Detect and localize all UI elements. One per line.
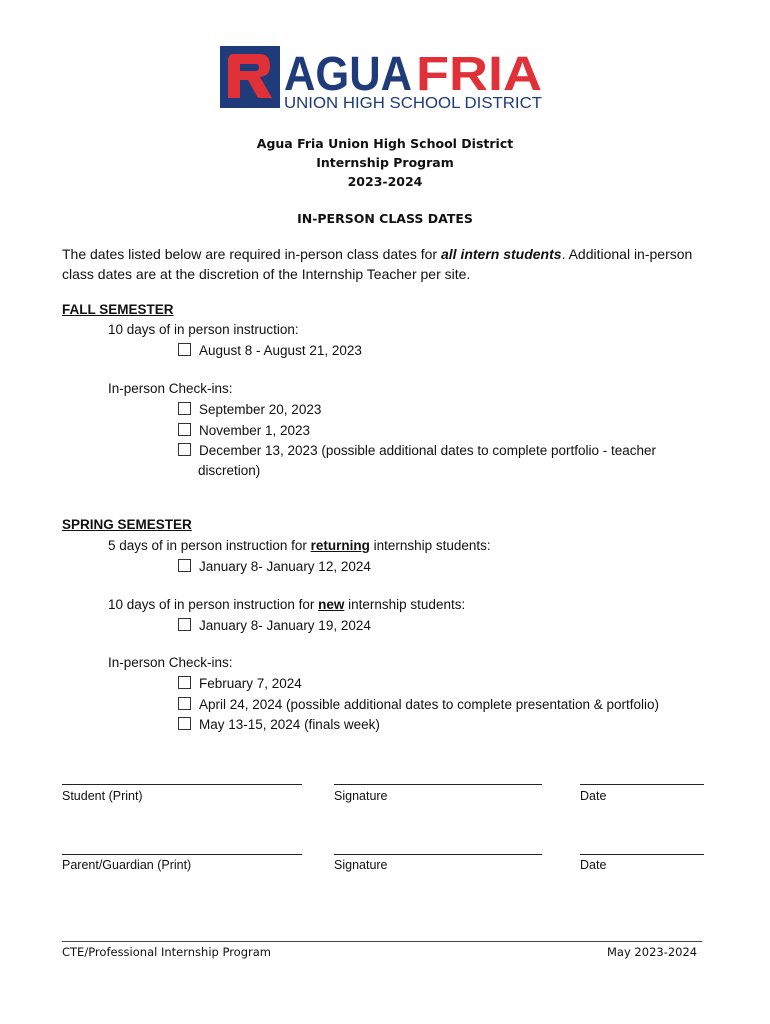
logo-graphic [220, 46, 544, 112]
checkbox[interactable] [178, 717, 191, 730]
spring-checkin-date: May 13-15, 2024 (finals week) [199, 717, 380, 732]
program-name: Internship Program [316, 155, 454, 170]
fall-instruction-label: 10 days of in person instruction: [108, 322, 299, 337]
student-print-label: Student (Print) [62, 789, 143, 803]
parent-date-line[interactable] [580, 854, 704, 855]
spring-checkin-item [178, 695, 659, 715]
fall-instruction-item [178, 341, 362, 361]
parent-signature-label: Signature [334, 858, 388, 872]
student-signature-line[interactable] [334, 784, 542, 785]
footer-left: CTE/Professional Internship Program [62, 945, 271, 959]
fall-instruction-date: August 8 - August 21, 2023 [199, 343, 362, 358]
footer-divider [62, 941, 702, 942]
intro-text-2: . Additional in-person [561, 246, 693, 262]
spring-returning-date: January 8- January 12, 2024 [199, 559, 371, 574]
checkbox[interactable] [178, 443, 191, 456]
fall-checkins-label: In-person Check-ins: [108, 381, 233, 396]
logo-subtitle: UNION HIGH SCHOOL DISTRICT [284, 95, 543, 112]
page-heading: IN-PERSON CLASS DATES [297, 211, 473, 226]
student-date-label: Date [580, 789, 607, 803]
fall-checkin-date: September 20, 2023 [199, 402, 322, 417]
intro-text-3: class dates are at the discretion of the Internship Teacher per site. [62, 266, 471, 282]
fall-semester-title: FALL SEMESTER [62, 302, 174, 317]
parent-date-label: Date [580, 858, 607, 872]
fall-checkin-date: November 1, 2023 [199, 423, 311, 438]
spring-checkin-date: April 24, 2024 (possible additional dates to complete presentation & portfolio) [199, 697, 660, 712]
checkbox[interactable] [178, 343, 191, 356]
spring-checkin-date: February 7, 2024 [199, 676, 302, 691]
returning-emphasis: returning [310, 538, 370, 553]
spring-checkin-item [178, 715, 380, 735]
spring-checkins-label: In-person Check-ins: [108, 655, 233, 670]
spring-returning-label [108, 536, 491, 556]
new-emphasis: new [318, 597, 345, 612]
student-print-line[interactable] [62, 784, 302, 785]
parent-print-line[interactable] [62, 854, 302, 855]
label-text: internship students: [369, 538, 491, 553]
spring-semester-title: SPRING SEMESTER [62, 517, 192, 532]
school-year: 2023-2024 [347, 174, 423, 189]
parent-print-label: Parent/Guardian (Print) [62, 858, 192, 872]
fall-checkin-date: December 13, 2023 (possible additional dates to complete portfolio - teacher [199, 443, 657, 458]
checkbox[interactable] [178, 423, 191, 436]
spring-new-item [178, 616, 371, 636]
checkbox[interactable] [178, 402, 191, 415]
logo-word-fria: FRIA [416, 48, 542, 101]
spring-checkin-item [178, 674, 302, 694]
checkbox[interactable] [178, 618, 191, 631]
fall-checkin-item [178, 421, 310, 441]
label-text: internship students: [344, 597, 466, 612]
fall-checkin-continuation: discretion) [198, 463, 261, 478]
fall-checkin-item [178, 400, 321, 420]
fall-checkin-item [178, 441, 656, 461]
checkbox[interactable] [178, 676, 191, 689]
intro-text-1: The dates listed below are required in-person class dates for [62, 246, 441, 262]
spring-returning-item [178, 557, 371, 577]
label-text: 5 days of in person instruction for [108, 538, 311, 553]
checkbox[interactable] [178, 697, 191, 710]
district-logo [220, 46, 544, 112]
label-text: 10 days of in person instruction for [108, 597, 319, 612]
checkbox[interactable] [178, 559, 191, 572]
intro-bold-text: all intern students [440, 246, 562, 262]
spring-new-date: January 8- January 19, 2024 [199, 618, 371, 633]
parent-signature-line[interactable] [334, 854, 542, 855]
district-name: Agua Fria Union High School District [256, 136, 514, 151]
student-date-line[interactable] [580, 784, 704, 785]
intro-paragraph [62, 244, 722, 284]
footer-right: May 2023-2024 [607, 945, 698, 959]
logo-word-agua: AGUA [284, 48, 412, 101]
spring-new-label [108, 595, 465, 615]
student-signature-label: Signature [334, 789, 388, 803]
